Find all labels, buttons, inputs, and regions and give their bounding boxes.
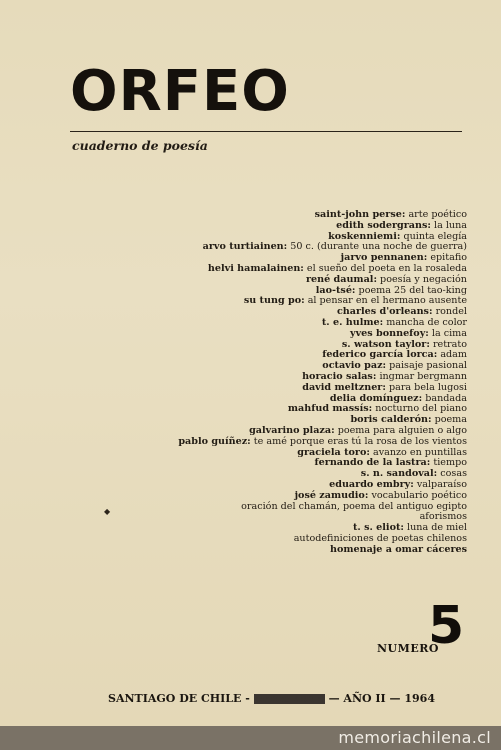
contents-work: mancha de color bbox=[386, 316, 467, 328]
contents-author: s. watson taylor: bbox=[341, 338, 430, 350]
contents-work: quinta elegía bbox=[403, 230, 467, 242]
contents-work: la luna bbox=[434, 219, 467, 231]
contents-work: cosas bbox=[440, 468, 467, 480]
contents-work: autodefiniciones de poetas chilenos bbox=[293, 532, 467, 544]
contents-work: ingmar bergmann bbox=[379, 370, 467, 382]
publication-footer bbox=[108, 692, 435, 705]
contents-entry bbox=[178, 545, 467, 556]
contents-work: paisaje pasional bbox=[389, 360, 467, 372]
contents-work: al pensar en el hermano ausente bbox=[307, 295, 467, 307]
contents-author: arvo turtiainen: bbox=[202, 241, 288, 253]
contents-author: yves bonnefoy: bbox=[350, 327, 429, 339]
footer-volume: — AÑO II — 1964 bbox=[328, 692, 435, 705]
contents-work: para bela lugosi bbox=[388, 381, 467, 393]
contents-work: valparaíso bbox=[416, 478, 467, 490]
contents-author: delia domínguez: bbox=[329, 392, 423, 404]
contents-author: federico garcía lorca: bbox=[322, 349, 438, 361]
contents-author: homenaje a omar cáceres bbox=[329, 543, 467, 555]
issue-label: NUMERO bbox=[377, 642, 439, 655]
contents-author: pablo guíñez: bbox=[178, 435, 251, 447]
contents-work: epitafio bbox=[430, 252, 467, 264]
contents-work: poesía y negación bbox=[380, 273, 467, 285]
contents-work: oración del chamán, poema del antiguo egipto bbox=[241, 500, 467, 512]
ornament-mark: ◆ bbox=[104, 507, 111, 516]
contents-author: su tung po: bbox=[243, 295, 305, 307]
table-of-contents bbox=[178, 210, 467, 556]
masthead-title: ORFEO bbox=[70, 59, 290, 124]
contents-work: retrato bbox=[432, 338, 467, 350]
contents-author: graciela toro: bbox=[297, 446, 370, 458]
contents-author: horacio salas: bbox=[302, 370, 377, 382]
contents-work: poema 25 del tao-king bbox=[358, 284, 467, 296]
contents-work: adam bbox=[440, 349, 467, 361]
contents-work: tiempo bbox=[433, 457, 467, 469]
footer-city: SANTIAGO DE CHILE - bbox=[108, 692, 250, 705]
masthead-subtitle: cuaderno de poesía bbox=[72, 138, 208, 153]
contents-author: rené daumal: bbox=[305, 273, 377, 285]
contents-author: fernando de la lastra: bbox=[314, 457, 431, 469]
contents-author: boris calderón: bbox=[350, 414, 432, 426]
contents-work: poema bbox=[434, 414, 467, 426]
masthead-rule bbox=[70, 131, 462, 132]
contents-author: jarvo pennanen: bbox=[340, 252, 428, 264]
contents-work: aforismos bbox=[419, 511, 467, 523]
contents-work: avanzo en puntillas bbox=[372, 446, 467, 458]
contents-author: charles d'orleans: bbox=[336, 306, 433, 318]
contents-work: bandada bbox=[425, 392, 467, 404]
watermark-text: memoriachilena.cl bbox=[338, 728, 491, 747]
contents-author: josé zamudio: bbox=[294, 489, 369, 501]
contents-author: koskenniemi: bbox=[328, 230, 401, 242]
footer-struck-date: MARZO-ABRIL bbox=[255, 694, 323, 704]
contents-work: arte poético bbox=[408, 209, 467, 220]
contents-work: rondel bbox=[435, 306, 467, 318]
contents-author: s. n. sandoval: bbox=[360, 468, 438, 480]
contents-author: t. s. eliot: bbox=[352, 522, 404, 534]
contents-work: el sueño del poeta en la rosaleda bbox=[306, 262, 467, 274]
contents-entry bbox=[178, 383, 467, 394]
contents-author: saint-john perse: bbox=[314, 209, 406, 220]
contents-work: poema para alguien o algo bbox=[337, 424, 467, 436]
contents-work: vocabulario poético bbox=[371, 489, 467, 501]
contents-work: nocturno del piano bbox=[375, 403, 467, 415]
contents-author: edith sodergrans: bbox=[336, 219, 431, 231]
contents-author: t. e. hulme: bbox=[321, 316, 384, 328]
contents-author: lao-tsé: bbox=[315, 284, 356, 296]
contents-work: te amé porque eras tú la rosa de los vientos bbox=[253, 435, 467, 447]
contents-author: eduardo embry: bbox=[329, 478, 414, 490]
contents-work: la cima bbox=[431, 327, 467, 339]
contents-author: octavio paz: bbox=[322, 360, 387, 372]
contents-author: david meltzner: bbox=[302, 381, 386, 393]
contents-work: 50 c. (durante una noche de guerra) bbox=[290, 241, 467, 253]
contents-author: helvi hamalainen: bbox=[207, 262, 304, 274]
contents-author: galvarino plaza: bbox=[249, 424, 335, 436]
contents-work: luna de miel bbox=[407, 522, 467, 534]
contents-author: mahfud massís: bbox=[287, 403, 373, 415]
issue-number: 5 bbox=[428, 596, 465, 656]
